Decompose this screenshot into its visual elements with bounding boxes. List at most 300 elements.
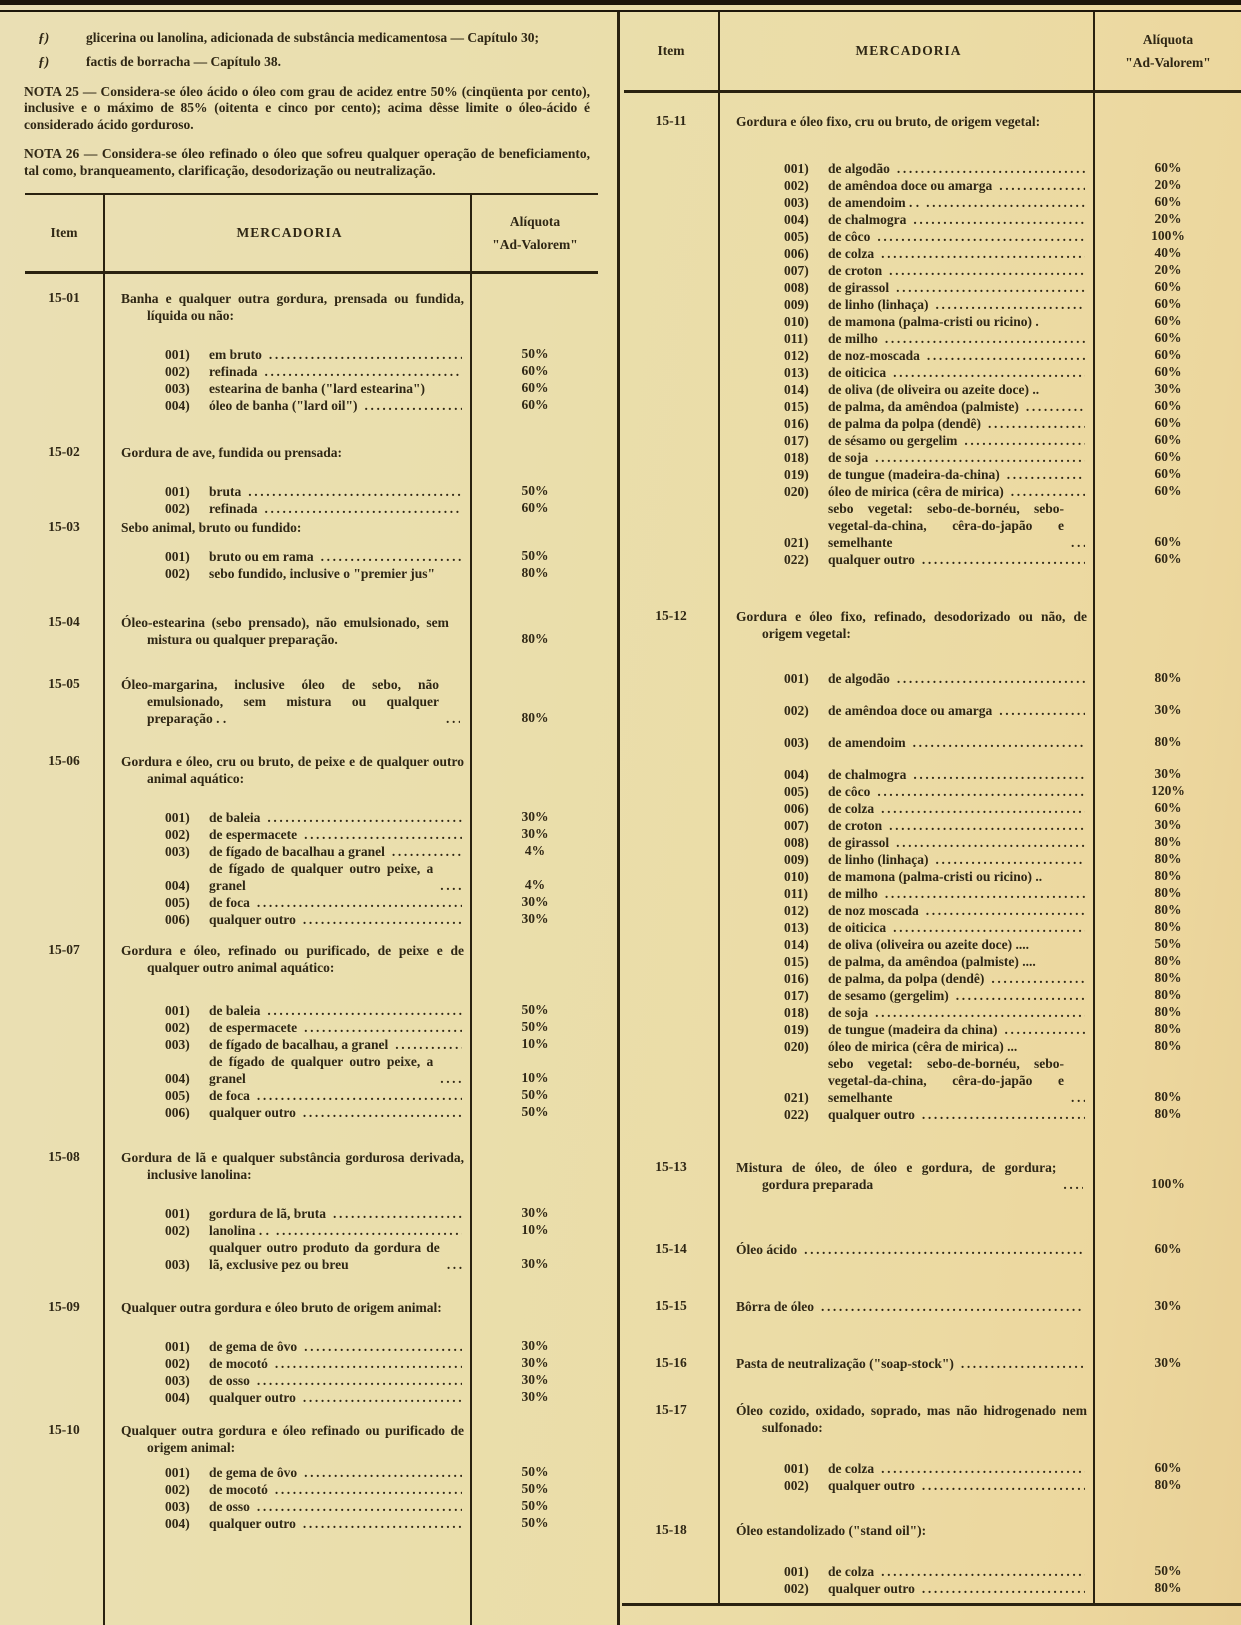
item-description-cell (105, 582, 470, 648)
sub-item (784, 551, 1089, 568)
rate-value: 80% (1154, 1004, 1182, 1019)
rate-cell (470, 274, 598, 324)
rate-value: 30% (521, 1256, 549, 1272)
sub-item-text: de baleia (209, 810, 261, 826)
sub-item-row (25, 363, 598, 380)
sub-item-cell (720, 1477, 1093, 1494)
sub-item-cell (105, 976, 470, 1019)
sub-item-number: 002) (784, 1581, 809, 1596)
sub-item-text: refinada (209, 501, 258, 517)
rate-value: 80% (1154, 1089, 1182, 1104)
dot-leader (276, 1222, 462, 1239)
item-code: 15-05 (48, 676, 80, 692)
sub-item (165, 548, 466, 565)
item-row (624, 1494, 1241, 1539)
rate-cell (1093, 1106, 1241, 1123)
sub-item (784, 279, 1089, 296)
sub-item-cell (105, 1036, 470, 1053)
item-description-text: Pasta de neutralização ("soap-stock") (736, 1356, 954, 1371)
sub-item-code-cell (624, 398, 720, 415)
item-description (113, 1422, 466, 1456)
rate-cell (1093, 1193, 1241, 1258)
sub-item-number: 007) (784, 263, 809, 278)
dot-leader (392, 843, 462, 860)
dot-leader (875, 449, 1085, 466)
sub-item-code-cell (25, 1183, 105, 1222)
tariff-item-15-16 (624, 1315, 1241, 1372)
sub-item (784, 734, 1089, 751)
sub-item-row (624, 1580, 1241, 1597)
sub-item-text: de osso (209, 1373, 250, 1389)
sub-item-row (25, 1239, 598, 1273)
sub-item (784, 483, 1089, 500)
right-table-body (624, 93, 1241, 1603)
sub-item-row (624, 466, 1241, 483)
sub-item-text: qualquer outro produto da gordura de lã, exclusive pez ou breu (209, 1240, 440, 1273)
sub-item-code-cell (624, 783, 720, 800)
sub-item (165, 483, 466, 500)
item-code-cell (25, 274, 105, 324)
sub-item-code-cell (624, 313, 720, 330)
sub-item (165, 860, 466, 894)
header-mercadoria-label: MERCADORIA (236, 225, 343, 241)
sub-item-number: 001) (165, 549, 190, 565)
dot-leader (913, 211, 1085, 228)
dot-leader (893, 364, 1085, 381)
sub-item-cell (720, 642, 1093, 687)
sub-item-code-cell (25, 976, 105, 1019)
sub-item-cell (720, 466, 1093, 483)
sub-item-number: 012) (784, 348, 809, 363)
rate-cell (1093, 783, 1241, 800)
sub-item-number: 020) (784, 1039, 809, 1054)
sub-item-code-cell (624, 751, 720, 783)
sub-item-row (624, 642, 1241, 687)
item-row (25, 648, 598, 727)
dot-leader (964, 432, 1085, 449)
sub-item-row (624, 245, 1241, 262)
sub-item-cell (105, 1183, 470, 1222)
rate-value: 30% (521, 894, 549, 910)
sub-item (784, 160, 1089, 177)
sub-item-number: 001) (165, 347, 190, 363)
sub-item-code-cell (25, 324, 105, 363)
sub-item (784, 245, 1089, 262)
sub-item-row (624, 279, 1241, 296)
item-description (728, 1241, 1089, 1258)
item-description (113, 519, 466, 536)
rate-value: 60% (521, 397, 549, 413)
sub-item-code-cell (624, 1539, 720, 1580)
sub-item-number: 001) (165, 810, 190, 826)
sub-item-text: de baleia (209, 1003, 261, 1019)
sub-item-cell (720, 800, 1093, 817)
sub-item-number: 011) (784, 331, 809, 346)
item-description-cell (105, 517, 470, 536)
sub-item-row (25, 1498, 598, 1515)
sub-item (165, 911, 466, 928)
rate-value: 60% (1154, 415, 1182, 430)
rate-cell (470, 1355, 598, 1372)
sub-item-code-cell (624, 364, 720, 381)
item-code-cell (624, 568, 720, 642)
rate-cell (1093, 719, 1241, 751)
sub-item-code-cell (25, 826, 105, 843)
dot-leader (913, 766, 1085, 783)
rate-value: 80% (521, 631, 549, 647)
sub-item (784, 262, 1089, 279)
sub-item-row (624, 834, 1241, 851)
dot-leader (885, 885, 1085, 902)
rate-cell (470, 380, 598, 397)
header-aliquota-label: Alíquota (509, 214, 561, 230)
item-code: 15-08 (48, 1149, 80, 1165)
sub-item-number: 019) (784, 1022, 809, 1037)
rate-cell (470, 1239, 598, 1273)
sub-item-text: qualquer outro (828, 1581, 915, 1596)
sub-item-text: óleo de banha ("lard oil") (209, 398, 358, 414)
sub-item (784, 868, 1089, 885)
table-filler-row (624, 1597, 1241, 1603)
tariff-item-15-02 (25, 414, 598, 517)
sub-item (784, 1477, 1089, 1494)
sub-item-row (624, 449, 1241, 466)
sub-item-cell (720, 364, 1093, 381)
sub-item-number: 002) (165, 1223, 190, 1239)
sub-item-number: 017) (784, 433, 809, 448)
rate-value: 80% (1154, 885, 1182, 900)
sub-item-cell (720, 1055, 1093, 1106)
rate-value: 50% (521, 548, 549, 564)
sub-item-code-cell (25, 1222, 105, 1239)
sub-item-row (25, 976, 598, 1019)
item-description (113, 290, 466, 324)
sub-item-cell (105, 1019, 470, 1036)
sub-item-cell (720, 130, 1093, 177)
sub-item (784, 1004, 1089, 1021)
sub-item-cell (105, 1104, 470, 1121)
sub-item-code-cell (25, 397, 105, 414)
filler-cell (25, 1532, 105, 1625)
sub-item-row (25, 1372, 598, 1389)
sub-item (784, 919, 1089, 936)
sub-item-row (25, 860, 598, 894)
sub-item-row (25, 787, 598, 826)
sub-item-row (25, 536, 598, 565)
sub-item-text: bruta (209, 484, 242, 500)
sub-item-row (624, 885, 1241, 902)
sub-item-code-cell (25, 1372, 105, 1389)
sub-item (165, 397, 466, 414)
sub-item-number: 015) (784, 954, 809, 969)
rate-cell (1093, 1004, 1241, 1021)
rate-value: 50% (521, 1104, 549, 1120)
rate-cell (1093, 194, 1241, 211)
sub-item-text: de noz moscada (828, 903, 919, 918)
sub-item-cell (105, 1239, 470, 1273)
sub-item (784, 670, 1089, 687)
rate-cell (1093, 1539, 1241, 1580)
dot-leader (440, 877, 462, 894)
sub-item-code-cell (624, 194, 720, 211)
dot-leader (275, 1481, 462, 1498)
sub-item-number: 003) (165, 1037, 190, 1053)
rate-value: 30% (1154, 1355, 1182, 1370)
item-description-text: Óleo-estearina (sebo prensado), não emulsionado, sem mistura ou qualquer preparação. (121, 615, 449, 648)
sub-item-number: 001) (784, 1461, 809, 1476)
sub-item-code-cell (25, 1087, 105, 1104)
item-description-text: Óleo-margarina, inclusive óleo de sebo, não emulsionado, sem mistura ou qualquer preparação . . (121, 677, 439, 727)
rate-value: 60% (1154, 364, 1182, 379)
rate-cell (1093, 228, 1241, 245)
filler-cell (470, 1532, 598, 1625)
sub-item-number: 021) (784, 1090, 809, 1105)
sub-item-cell (720, 919, 1093, 936)
sub-item (165, 1002, 466, 1019)
header-cell-item (624, 12, 720, 90)
rate-value: 20% (1154, 211, 1182, 226)
sub-item-code-cell (624, 953, 720, 970)
sub-item-row (624, 800, 1241, 817)
sub-item-number: 009) (784, 852, 809, 867)
dot-leader (922, 1106, 1085, 1123)
sub-item-code-cell (25, 1389, 105, 1406)
item-description-cell (720, 93, 1093, 130)
top-double-rule (0, 0, 1241, 12)
item-code: 15-10 (48, 1422, 80, 1438)
sub-item-text: de côco (828, 784, 871, 799)
rate-cell (1093, 1436, 1241, 1477)
dot-leader (922, 551, 1085, 568)
rate-cell (1093, 1055, 1241, 1106)
dot-leader (881, 800, 1085, 817)
left-table-body (25, 274, 598, 1625)
sub-item (784, 885, 1089, 902)
item-description (728, 1522, 1089, 1539)
tariff-item-15-07 (25, 928, 598, 1121)
item-description-cell (105, 1121, 470, 1183)
tariff-item-15-18 (624, 1494, 1241, 1597)
tariff-item-15-10 (25, 1406, 598, 1532)
sub-item-number: 013) (784, 365, 809, 380)
dot-leader (265, 500, 462, 517)
item-description-text: Óleo ácido (736, 1242, 798, 1257)
sub-item-text: em bruto (209, 347, 262, 363)
sub-item-cell (720, 1539, 1093, 1580)
rate-value: 50% (521, 1002, 549, 1018)
sub-item-text: de noz-moscada (828, 348, 920, 363)
rate-value: 80% (521, 565, 549, 581)
sub-item-code-cell (25, 860, 105, 894)
item-row (624, 1315, 1241, 1372)
sub-item-code-cell (624, 466, 720, 483)
dot-leader (922, 1580, 1085, 1597)
sub-item (165, 1372, 466, 1389)
sub-item (165, 380, 466, 397)
header-cell-mercadoria (720, 12, 1093, 90)
sub-item-code-cell (624, 1580, 720, 1597)
dot-leader (881, 1460, 1085, 1477)
nota-26-paragraph: NOTA 26 — Considera-se óleo refinado o óleo que sofreu qualquer operação de beneficiamento, tal como, branqueamento, clarificação, desodorização ou neutralização. (24, 146, 590, 178)
sub-item-row (624, 902, 1241, 919)
sub-item-text: de tungue (madeira-da-china) (828, 467, 1000, 482)
sub-item-cell (720, 834, 1093, 851)
sub-item-code-cell (25, 363, 105, 380)
rate-value: 20% (1154, 177, 1182, 192)
rate-cell (1093, 415, 1241, 432)
rate-value: 60% (1154, 466, 1182, 481)
sub-item-text: estearina de banha ("lard estearina") (209, 381, 425, 397)
sub-item-text: de croton (828, 263, 883, 278)
sub-item-text: de colza (828, 1564, 875, 1579)
sub-item-number: 002) (165, 1482, 190, 1498)
notes-block (24, 22, 590, 179)
sub-item-cell (720, 1580, 1093, 1597)
rate-cell (1093, 398, 1241, 415)
dot-leader (321, 548, 462, 565)
rate-cell (1093, 1021, 1241, 1038)
sub-item-number: 010) (784, 869, 809, 884)
rate-cell (1093, 347, 1241, 364)
sub-item (165, 1389, 466, 1406)
sub-item-text: de palma, da amêndoa (palmiste) .... (828, 954, 1036, 969)
rate-value: 80% (1154, 1106, 1182, 1121)
sub-item-number: 009) (784, 297, 809, 312)
sub-item-number: 003) (165, 1373, 190, 1389)
sub-item-row (624, 1038, 1241, 1055)
item-row (624, 1372, 1241, 1436)
rate-cell (1093, 296, 1241, 313)
sub-item-cell (720, 194, 1093, 211)
sub-item-row (624, 783, 1241, 800)
rate-value: 60% (1154, 296, 1182, 311)
item-code-cell (25, 928, 105, 976)
dot-leader (961, 1355, 1083, 1372)
item-code-cell (25, 582, 105, 648)
rate-cell (470, 894, 598, 911)
sub-item-text: de gema de ôvo (209, 1465, 298, 1481)
sub-item-code-cell (624, 262, 720, 279)
rate-value: 80% (1154, 919, 1182, 934)
filler-cell (1093, 1597, 1241, 1603)
item-description-cell (105, 1406, 470, 1456)
sub-item-code-cell (624, 415, 720, 432)
item-description-text: Mistura de óleo, de óleo e gordura, de gordura; gordura preparada (736, 1160, 1057, 1192)
sub-item-number: 011) (784, 886, 809, 901)
filler-cell (720, 1597, 1093, 1603)
sub-item-number: 001) (784, 1564, 809, 1579)
rate-value: 80% (1154, 734, 1182, 749)
rate-value: 60% (1154, 1460, 1182, 1475)
rate-cell (1093, 177, 1241, 194)
item-code: 15-12 (655, 608, 687, 623)
sub-item-text: de gema de ôvo (209, 1339, 298, 1355)
sub-item-text: sebo vegetal: sebo-de-bornéu, sebo-vegetal-da-china, cêra-do-japão e semelhante (828, 1056, 1064, 1105)
dot-leader (988, 415, 1085, 432)
item-code-cell (624, 1193, 720, 1258)
sub-item-text: de palma, da polpa (dendê) (828, 971, 985, 986)
item-description-cell (105, 648, 470, 727)
rate-value: 80% (1154, 1021, 1182, 1036)
sub-item-text: de fígado de qualquer outro peixe, a granel (209, 1054, 434, 1087)
dot-leader (365, 397, 463, 414)
sub-item-row (25, 1087, 598, 1104)
rate-cell (1093, 851, 1241, 868)
dot-leader (446, 710, 460, 727)
item-code-cell (624, 1123, 720, 1193)
rate-cell (1093, 1315, 1241, 1372)
sub-item-text: de algodão (828, 671, 890, 686)
rate-value: 60% (1154, 432, 1182, 447)
dot-leader (897, 160, 1085, 177)
rate-value: 50% (1154, 936, 1182, 951)
sub-item (784, 817, 1089, 834)
sub-item (784, 970, 1089, 987)
sub-item-text: de fígado de bacalhau a granel (209, 844, 385, 860)
sub-item (784, 1460, 1089, 1477)
sub-item (165, 1464, 466, 1481)
header-item-label: Item (50, 225, 78, 241)
sub-item-cell (105, 1515, 470, 1532)
sub-item (784, 800, 1089, 817)
rate-cell (1093, 919, 1241, 936)
sub-item-text: de croton (828, 818, 883, 833)
sub-item (784, 987, 1089, 1004)
sub-item-code-cell (624, 719, 720, 751)
sub-item-code-cell (624, 432, 720, 449)
sub-item-text: de oiticica (828, 920, 887, 935)
header-cell-aliquota (470, 195, 598, 271)
item-row (25, 1121, 598, 1183)
rate-cell (1093, 432, 1241, 449)
rate-value: 60% (1154, 534, 1182, 549)
sub-item-number: 002) (165, 1020, 190, 1036)
item-description-cell (105, 928, 470, 976)
dot-leader (265, 363, 462, 380)
header-advalorem-label: "Ad-Valorem" (1125, 54, 1211, 70)
sub-item-cell (720, 687, 1093, 719)
item-row (25, 414, 598, 461)
dot-leader (275, 1355, 462, 1372)
sub-item-row (624, 1055, 1241, 1106)
item-description-text: Qualquer outra gordura e óleo refinado ou purificado de origem animal: (121, 1423, 464, 1456)
left-column (10, 22, 602, 1625)
sub-item-code-cell (624, 245, 720, 262)
sub-item-text: de mamona (palma-cristi ou ricino) .. (828, 869, 1043, 884)
sub-item-number: 006) (165, 912, 190, 928)
filler-cell (624, 1597, 720, 1603)
dot-leader (269, 346, 462, 363)
rate-cell (1093, 751, 1241, 783)
item-description-text: Óleo cozido, oxidado, soprado, mas não hidrogenado nem sulfonado: (736, 1403, 1087, 1435)
sub-item (784, 296, 1089, 313)
dot-leader (267, 1002, 462, 1019)
item-description (113, 1149, 466, 1183)
tariff-item-15-08 (25, 1121, 598, 1273)
dot-leader (881, 1563, 1085, 1580)
item-description-cell (720, 1315, 1093, 1372)
sub-item-number: 001) (784, 671, 809, 686)
sub-item-number: 018) (784, 450, 809, 465)
sub-item-cell (720, 398, 1093, 415)
sub-item (784, 228, 1089, 245)
sub-item-number: 016) (784, 416, 809, 431)
sub-item-code-cell (25, 461, 105, 500)
header-advalorem-label: "Ad-Valorem" (492, 236, 578, 252)
sub-item-number: 021) (784, 535, 809, 550)
sub-item (784, 851, 1089, 868)
rate-cell (1093, 313, 1241, 330)
